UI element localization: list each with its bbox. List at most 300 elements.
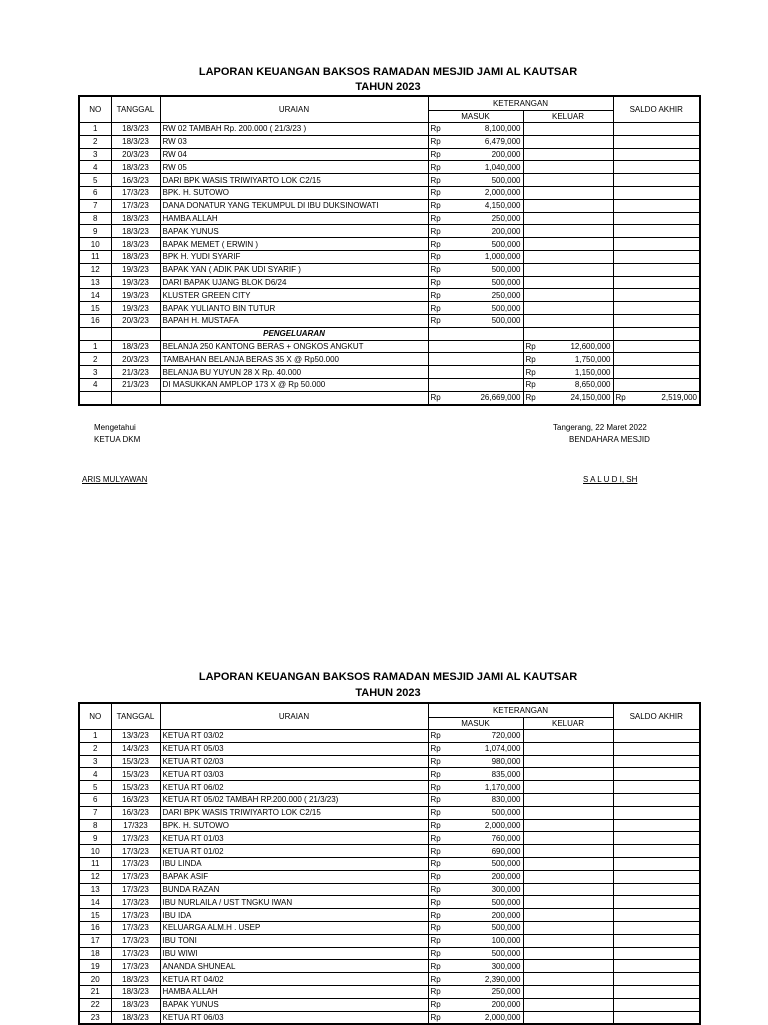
amount-value: 500,000 bbox=[491, 948, 521, 958]
saldo-cell bbox=[613, 161, 700, 174]
keluar-cell bbox=[523, 123, 613, 136]
currency-label: Rp bbox=[430, 782, 441, 792]
row-no: 12 bbox=[79, 870, 111, 883]
row-date: 21/3/23 bbox=[111, 378, 160, 391]
header-saldo-akhir: SALDO AKHIR bbox=[613, 703, 700, 730]
masuk-cell bbox=[428, 845, 523, 858]
amount-value: 12,600,000 bbox=[570, 341, 611, 351]
row-date: 15/3/23 bbox=[111, 768, 160, 781]
currency-label: Rp bbox=[430, 175, 441, 185]
saldo-cell bbox=[613, 314, 700, 327]
amount-value: 2,000,000 bbox=[484, 820, 521, 830]
amount-value: 200,000 bbox=[491, 910, 521, 920]
keluar-cell bbox=[523, 161, 613, 174]
row-date: 17/323 bbox=[111, 819, 160, 832]
masuk-cell bbox=[428, 263, 523, 276]
currency-label: Rp bbox=[430, 1012, 441, 1022]
row-description: BAPAK YUNUS bbox=[160, 225, 428, 238]
row-no: 7 bbox=[79, 199, 111, 212]
saldo-cell bbox=[613, 327, 700, 340]
row-no: 16 bbox=[79, 314, 111, 327]
saldo-cell bbox=[613, 909, 700, 922]
amount-value: 2,519,000 bbox=[661, 393, 697, 403]
row-no: 2 bbox=[79, 135, 111, 148]
row-no: 19 bbox=[79, 960, 111, 973]
keluar-cell bbox=[523, 340, 613, 353]
amount-value: 300,000 bbox=[491, 884, 521, 894]
row-description: KETUA RT 05/03 bbox=[160, 742, 428, 755]
saldo-cell bbox=[613, 742, 700, 755]
amount-value: 500,000 bbox=[491, 277, 521, 287]
row-no: 12 bbox=[79, 263, 111, 276]
row-date: 18/3/23 bbox=[111, 1011, 160, 1024]
keluar-cell bbox=[523, 289, 613, 302]
masuk-cell bbox=[428, 186, 523, 199]
row-description: DARI BPK WASIS TRIWIYARTO LOK C2/15 bbox=[160, 174, 428, 187]
row-date: 19/3/23 bbox=[111, 276, 160, 289]
row-description: KETUA RT 06/03 bbox=[160, 1011, 428, 1024]
keluar-cell bbox=[523, 896, 613, 909]
row-description: IBU IDA bbox=[160, 909, 428, 922]
row-description: BUNDA RAZAN bbox=[160, 883, 428, 896]
masuk-cell bbox=[428, 998, 523, 1011]
row-no: 1 bbox=[79, 123, 111, 136]
masuk-cell bbox=[428, 199, 523, 212]
amount-value: 500,000 bbox=[491, 265, 521, 275]
masuk-cell bbox=[428, 161, 523, 174]
income-row bbox=[79, 960, 700, 973]
row-no: 2 bbox=[79, 353, 111, 366]
income-row bbox=[79, 781, 700, 794]
currency-label: Rp bbox=[430, 731, 441, 741]
income-row bbox=[79, 148, 700, 161]
keluar-cell bbox=[523, 199, 613, 212]
income-row bbox=[79, 998, 700, 1011]
row-no bbox=[79, 327, 111, 340]
amount-value: 8,100,000 bbox=[484, 124, 521, 134]
saldo-cell bbox=[613, 985, 700, 998]
row-date: 19/3/23 bbox=[111, 263, 160, 276]
row-no: 9 bbox=[79, 832, 111, 845]
currency-label: Rp bbox=[430, 872, 441, 882]
masuk-cell bbox=[428, 857, 523, 870]
pengeluaran-section-row bbox=[79, 327, 700, 340]
row-no: 5 bbox=[79, 174, 111, 187]
row-no: 13 bbox=[79, 883, 111, 896]
keluar-cell bbox=[523, 819, 613, 832]
income-row bbox=[79, 845, 700, 858]
row-no: 13 bbox=[79, 276, 111, 289]
row-date: 14/3/23 bbox=[111, 742, 160, 755]
row-description: DARI BPK WASIS TRIWIYARTO LOK C2/15 bbox=[160, 806, 428, 819]
currency-label: Rp bbox=[430, 201, 441, 211]
row-no: 4 bbox=[79, 161, 111, 174]
amount-value: 200,000 bbox=[491, 872, 521, 882]
row-no: 15 bbox=[79, 909, 111, 922]
place-date: Tangerang, 22 Maret 2022 bbox=[553, 423, 647, 432]
currency-label: Rp bbox=[525, 341, 536, 351]
expense-row bbox=[79, 340, 700, 353]
header-keluar: KELUAR bbox=[523, 718, 613, 730]
total-masuk bbox=[428, 391, 523, 404]
row-description: IBU TONI bbox=[160, 934, 428, 947]
income-row bbox=[79, 921, 700, 934]
amount-value: 24,150,000 bbox=[570, 393, 611, 403]
income-row bbox=[79, 276, 700, 289]
saldo-cell bbox=[613, 883, 700, 896]
amount-value: 500,000 bbox=[491, 316, 521, 326]
masuk-cell bbox=[428, 212, 523, 225]
row-no: 23 bbox=[79, 1011, 111, 1024]
row-date bbox=[111, 391, 160, 404]
row-description: HAMBA ALLAH bbox=[160, 212, 428, 225]
currency-label: Rp bbox=[430, 226, 441, 236]
saldo-cell bbox=[613, 135, 700, 148]
row-date: 17/3/23 bbox=[111, 186, 160, 199]
masuk-cell bbox=[428, 921, 523, 934]
amount-value: 830,000 bbox=[491, 795, 521, 805]
currency-label: Rp bbox=[430, 974, 441, 984]
totals-row bbox=[79, 391, 700, 404]
amount-value: 835,000 bbox=[491, 769, 521, 779]
currency-label: Rp bbox=[430, 1000, 441, 1010]
row-date: 20/3/23 bbox=[111, 148, 160, 161]
keluar-cell bbox=[523, 947, 613, 960]
income-row bbox=[79, 302, 700, 315]
masuk-cell bbox=[428, 985, 523, 998]
row-no: 6 bbox=[79, 186, 111, 199]
expense-row bbox=[79, 366, 700, 379]
row-description: KLUSTER GREEN CITY bbox=[160, 289, 428, 302]
keluar-cell bbox=[523, 934, 613, 947]
amount-value: 500,000 bbox=[491, 859, 521, 869]
row-no: 3 bbox=[79, 755, 111, 768]
row-description bbox=[160, 391, 428, 404]
saldo-cell bbox=[613, 302, 700, 315]
keluar-cell bbox=[523, 148, 613, 161]
report2-year: TAHUN 2023 bbox=[355, 687, 421, 699]
mengetahui-label: Mengetahui bbox=[94, 423, 136, 432]
amount-value: 26,669,000 bbox=[480, 393, 521, 403]
saldo-cell bbox=[613, 263, 700, 276]
row-description: KETUA RT 02/03 bbox=[160, 755, 428, 768]
row-date: 20/3/23 bbox=[111, 314, 160, 327]
keluar-cell bbox=[523, 135, 613, 148]
keluar-cell bbox=[523, 742, 613, 755]
row-description: BAPAK YUNUS bbox=[160, 998, 428, 1011]
currency-label: Rp bbox=[525, 367, 536, 377]
header-saldo-akhir: SALDO AKHIR bbox=[613, 96, 700, 123]
currency-label: Rp bbox=[430, 961, 441, 971]
row-no: 20 bbox=[79, 973, 111, 986]
saldo-cell bbox=[613, 998, 700, 1011]
saldo-cell bbox=[613, 340, 700, 353]
keluar-cell bbox=[523, 314, 613, 327]
saldo-cell bbox=[613, 123, 700, 136]
amount-value: 1,150,000 bbox=[574, 367, 611, 377]
keluar-cell bbox=[523, 793, 613, 806]
report2-title: LAPORAN KEUANGAN BAKSOS RAMADAN MESJID JAMI AL KAUTSAR bbox=[198, 671, 578, 683]
keluar-cell bbox=[523, 973, 613, 986]
row-description: BAPAH H. MUSTAFA bbox=[160, 314, 428, 327]
income-row bbox=[79, 730, 700, 743]
row-description: KETUA RT 03/03 bbox=[160, 768, 428, 781]
row-no: 1 bbox=[79, 730, 111, 743]
masuk-cell bbox=[428, 781, 523, 794]
amount-value: 200,000 bbox=[491, 149, 521, 159]
keluar-cell bbox=[523, 212, 613, 225]
ketua-dkm-title: KETUA DKM bbox=[94, 435, 141, 444]
amount-value: 4,150,000 bbox=[484, 201, 521, 211]
masuk-cell bbox=[428, 238, 523, 251]
keluar-cell bbox=[523, 883, 613, 896]
row-description: IBU WIWI bbox=[160, 947, 428, 960]
report1-body bbox=[79, 123, 700, 405]
currency-label: Rp bbox=[430, 213, 441, 223]
row-description: RW 05 bbox=[160, 161, 428, 174]
row-date: 17/3/23 bbox=[111, 921, 160, 934]
ketua-name: ARIS MULYAWAN bbox=[82, 475, 148, 484]
amount-value: 500,000 bbox=[491, 303, 521, 313]
saldo-cell bbox=[613, 781, 700, 794]
saldo-cell bbox=[613, 212, 700, 225]
keluar-cell bbox=[523, 921, 613, 934]
saldo-cell bbox=[613, 755, 700, 768]
row-date: 17/3/23 bbox=[111, 947, 160, 960]
row-no: 14 bbox=[79, 896, 111, 909]
row-date: 21/3/23 bbox=[111, 366, 160, 379]
masuk-cell bbox=[428, 806, 523, 819]
keluar-cell bbox=[523, 263, 613, 276]
income-row bbox=[79, 947, 700, 960]
income-row bbox=[79, 857, 700, 870]
amount-value: 500,000 bbox=[491, 897, 521, 907]
report1-table bbox=[78, 95, 701, 406]
row-date: 18/3/23 bbox=[111, 225, 160, 238]
pengeluaran-label: PENGELUARAN bbox=[160, 327, 428, 340]
saldo-cell bbox=[613, 947, 700, 960]
currency-label: Rp bbox=[430, 769, 441, 779]
row-date: 17/3/23 bbox=[111, 909, 160, 922]
keluar-cell bbox=[523, 353, 613, 366]
keluar-cell bbox=[523, 327, 613, 340]
saldo-cell bbox=[613, 250, 700, 263]
row-date: 15/3/23 bbox=[111, 755, 160, 768]
currency-label: Rp bbox=[430, 239, 441, 249]
saldo-cell bbox=[613, 378, 700, 391]
row-date: 18/3/23 bbox=[111, 123, 160, 136]
masuk-cell bbox=[428, 366, 523, 379]
income-row bbox=[79, 883, 700, 896]
keluar-cell bbox=[523, 960, 613, 973]
row-description: KETUA RT 03/02 bbox=[160, 730, 428, 743]
row-date: 17/3/23 bbox=[111, 960, 160, 973]
masuk-cell bbox=[428, 909, 523, 922]
bendahara-name: S A L U D I, SH bbox=[583, 475, 638, 484]
row-date: 16/3/23 bbox=[111, 806, 160, 819]
row-date: 18/3/23 bbox=[111, 135, 160, 148]
header-keluar: KELUAR bbox=[523, 111, 613, 123]
masuk-cell bbox=[428, 793, 523, 806]
row-description: KETUA RT 01/03 bbox=[160, 832, 428, 845]
currency-label: Rp bbox=[430, 936, 441, 946]
row-date: 15/3/23 bbox=[111, 781, 160, 794]
masuk-cell bbox=[428, 174, 523, 187]
income-row bbox=[79, 819, 700, 832]
row-date: 17/3/23 bbox=[111, 199, 160, 212]
amount-value: 1,040,000 bbox=[484, 162, 521, 172]
saldo-cell bbox=[613, 353, 700, 366]
amount-value: 2,390,000 bbox=[484, 974, 521, 984]
currency-label: Rp bbox=[430, 756, 441, 766]
row-date: 17/3/23 bbox=[111, 857, 160, 870]
amount-value: 690,000 bbox=[491, 846, 521, 856]
currency-label: Rp bbox=[430, 265, 441, 275]
masuk-cell bbox=[428, 302, 523, 315]
keluar-cell bbox=[523, 366, 613, 379]
amount-value: 500,000 bbox=[491, 923, 521, 933]
currency-label: Rp bbox=[430, 162, 441, 172]
amount-value: 100,000 bbox=[491, 936, 521, 946]
keluar-cell bbox=[523, 857, 613, 870]
currency-label: Rp bbox=[430, 744, 441, 754]
income-row bbox=[79, 806, 700, 819]
row-no: 2 bbox=[79, 742, 111, 755]
masuk-cell bbox=[428, 250, 523, 263]
currency-label: Rp bbox=[430, 833, 441, 843]
total-saldo bbox=[613, 391, 700, 404]
row-description: RW 02 TAMBAH Rp. 200.000 ( 21/3/23 ) bbox=[160, 123, 428, 136]
row-description: BPK H. YUDI SYARIF bbox=[160, 250, 428, 263]
header-tanggal: TANGGAL bbox=[111, 703, 160, 730]
income-row bbox=[79, 909, 700, 922]
masuk-cell bbox=[428, 353, 523, 366]
row-date: 18/3/23 bbox=[111, 250, 160, 263]
masuk-cell bbox=[428, 148, 523, 161]
income-row bbox=[79, 832, 700, 845]
row-date: 16/3/23 bbox=[111, 174, 160, 187]
keluar-cell bbox=[523, 845, 613, 858]
saldo-cell bbox=[613, 289, 700, 302]
amount-value: 8,650,000 bbox=[574, 380, 611, 390]
row-description: BAPAK MEMET ( ERWIN ) bbox=[160, 238, 428, 251]
currency-label: Rp bbox=[430, 923, 441, 933]
row-no: 11 bbox=[79, 857, 111, 870]
keluar-cell bbox=[523, 806, 613, 819]
saldo-cell bbox=[613, 819, 700, 832]
row-no: 8 bbox=[79, 212, 111, 225]
keluar-cell bbox=[523, 755, 613, 768]
masuk-cell bbox=[428, 934, 523, 947]
saldo-cell bbox=[613, 238, 700, 251]
saldo-cell bbox=[613, 148, 700, 161]
income-row bbox=[79, 161, 700, 174]
currency-label: Rp bbox=[430, 316, 441, 326]
currency-label: Rp bbox=[430, 987, 441, 997]
currency-label: Rp bbox=[430, 884, 441, 894]
row-no: 7 bbox=[79, 806, 111, 819]
expense-row bbox=[79, 378, 700, 391]
currency-label: Rp bbox=[430, 897, 441, 907]
row-description: KETUA RT 01/02 bbox=[160, 845, 428, 858]
currency-label: Rp bbox=[430, 846, 441, 856]
row-no: 3 bbox=[79, 366, 111, 379]
masuk-cell bbox=[428, 378, 523, 391]
amount-value: 1,750,000 bbox=[574, 354, 611, 364]
masuk-cell bbox=[428, 327, 523, 340]
report2-body bbox=[79, 730, 700, 1025]
amount-value: 720,000 bbox=[491, 731, 521, 741]
row-no: 15 bbox=[79, 302, 111, 315]
income-row bbox=[79, 225, 700, 238]
row-description: BAPAK ASIF bbox=[160, 870, 428, 883]
row-no: 18 bbox=[79, 947, 111, 960]
saldo-cell bbox=[613, 174, 700, 187]
masuk-cell bbox=[428, 947, 523, 960]
row-date: 18/3/23 bbox=[111, 212, 160, 225]
keluar-cell bbox=[523, 832, 613, 845]
header-no: NO bbox=[79, 96, 111, 123]
masuk-cell bbox=[428, 973, 523, 986]
currency-label: Rp bbox=[430, 188, 441, 198]
row-date: 17/3/23 bbox=[111, 934, 160, 947]
income-row bbox=[79, 186, 700, 199]
saldo-cell bbox=[613, 832, 700, 845]
income-row bbox=[79, 870, 700, 883]
row-description: KELUARGA ALM.H . USEP bbox=[160, 921, 428, 934]
row-no: 9 bbox=[79, 225, 111, 238]
saldo-cell bbox=[613, 857, 700, 870]
currency-label: Rp bbox=[430, 124, 441, 134]
currency-label: Rp bbox=[430, 795, 441, 805]
saldo-cell bbox=[613, 845, 700, 858]
row-date: 18/3/23 bbox=[111, 973, 160, 986]
row-description: BELANJA 250 KANTONG BERAS + ONGKOS ANGKUT bbox=[160, 340, 428, 353]
saldo-cell bbox=[613, 276, 700, 289]
masuk-cell bbox=[428, 870, 523, 883]
income-row bbox=[79, 973, 700, 986]
masuk-cell bbox=[428, 314, 523, 327]
keluar-cell bbox=[523, 781, 613, 794]
row-description: DI MASUKKAN AMPLOP 173 X @ Rp 50.000 bbox=[160, 378, 428, 391]
row-description: BPK. H. SUTOWO bbox=[160, 819, 428, 832]
currency-label: Rp bbox=[430, 820, 441, 830]
currency-label: Rp bbox=[430, 393, 441, 403]
row-no: 8 bbox=[79, 819, 111, 832]
keluar-cell bbox=[523, 174, 613, 187]
amount-value: 200,000 bbox=[491, 226, 521, 236]
saldo-cell bbox=[613, 973, 700, 986]
currency-label: Rp bbox=[430, 948, 441, 958]
row-no: 6 bbox=[79, 793, 111, 806]
income-row bbox=[79, 985, 700, 998]
masuk-cell bbox=[428, 832, 523, 845]
row-description: RW 04 bbox=[160, 148, 428, 161]
amount-value: 6,479,000 bbox=[484, 137, 521, 147]
row-date: 17/3/23 bbox=[111, 832, 160, 845]
currency-label: Rp bbox=[430, 303, 441, 313]
keluar-cell bbox=[523, 276, 613, 289]
row-no: 16 bbox=[79, 921, 111, 934]
income-row bbox=[79, 212, 700, 225]
currency-label: Rp bbox=[615, 393, 626, 403]
row-no bbox=[79, 391, 111, 404]
row-description: DARI BAPAK UJANG BLOK D6/24 bbox=[160, 276, 428, 289]
masuk-cell bbox=[428, 225, 523, 238]
row-date: 19/3/23 bbox=[111, 289, 160, 302]
row-no: 10 bbox=[79, 845, 111, 858]
income-row bbox=[79, 238, 700, 251]
